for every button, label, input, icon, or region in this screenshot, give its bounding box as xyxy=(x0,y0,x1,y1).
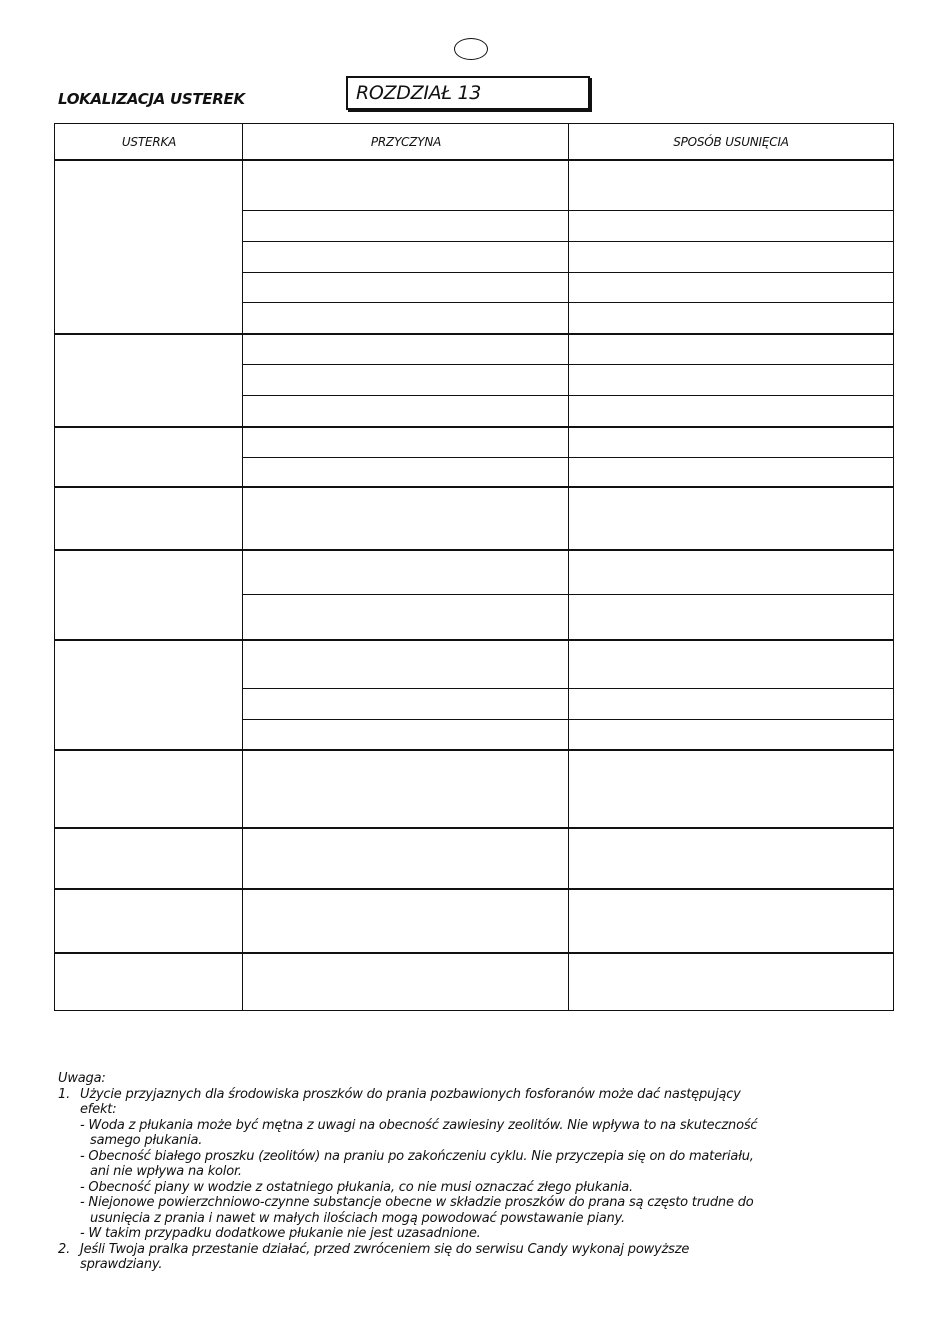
note-bullet-continuation: usunięcia z prania i nawet w małych ilościach mogą powodować powstawanie piany. xyxy=(90,1210,625,1226)
section-title: LOKALIZACJA USTEREK xyxy=(58,90,245,108)
group-divider xyxy=(55,888,893,890)
group-divider xyxy=(55,549,893,551)
row-divider xyxy=(243,395,893,396)
chapter-label: ROZDZIAŁ 13 xyxy=(356,82,482,104)
row-divider xyxy=(243,594,893,595)
row-divider xyxy=(243,272,893,273)
note-number: 1. xyxy=(58,1086,71,1102)
note-bullet-continuation: ani nie wpływa na kolor. xyxy=(90,1164,242,1179)
note-bullet: - Obecność białego proszku (zeolitów) na praniu po zakończeniu cyklu. Nie przyczepia się on do materiału, xyxy=(80,1148,754,1164)
language-badge-oval xyxy=(454,38,488,60)
column-header-cause: PRZYCZYNA xyxy=(370,135,442,149)
note-text: Jeśli Twoja pralka przestanie działać, przed zwróceniem się do serwisu Candy wykonaj powyższe xyxy=(80,1241,690,1257)
group-divider xyxy=(55,426,893,428)
column-header-remedy: SPOSÓB USUNIĘCIA xyxy=(673,135,789,149)
header-divider xyxy=(55,159,893,161)
row-divider xyxy=(243,688,893,689)
troubleshooting-table xyxy=(54,123,894,1011)
group-divider xyxy=(55,749,893,751)
note-text: Użycie przyjaznych dla środowiska proszków do prania pozbawionych fosforanów może dać następujący xyxy=(80,1086,741,1102)
row-divider xyxy=(243,364,893,365)
group-divider xyxy=(55,333,893,335)
row-divider xyxy=(243,719,893,720)
column-header-fault: USTERKA xyxy=(121,135,177,149)
note-bullet: - W takim przypadku dodatkowe płukanie nie jest uzasadnione. xyxy=(80,1226,481,1241)
row-divider xyxy=(243,457,893,458)
note-bullet: - Niejonowe powierzchniowo-czynne substancje obecne w składzie proszków do prana są często trudne do xyxy=(80,1195,754,1210)
column-divider xyxy=(568,124,569,1010)
group-divider xyxy=(55,827,893,829)
group-divider xyxy=(55,639,893,641)
row-divider xyxy=(243,241,893,242)
note-text: efekt: xyxy=(80,1102,117,1117)
note-text: sprawdziany. xyxy=(80,1257,163,1272)
column-divider xyxy=(242,124,243,1010)
note-bullet-continuation: samego płukania. xyxy=(90,1133,203,1148)
group-divider xyxy=(55,486,893,488)
note-bullet: - Obecność piany w wodzie z ostatniego płukania, co nie musi oznaczać złego płukania. xyxy=(80,1179,633,1195)
chapter-label-box xyxy=(346,76,590,110)
note-number: 2. xyxy=(58,1241,71,1257)
group-divider xyxy=(55,952,893,954)
notes-heading: Uwaga: xyxy=(58,1071,106,1086)
row-divider xyxy=(243,302,893,303)
row-divider xyxy=(243,210,893,211)
note-bullet: - Woda z płukania może być mętna z uwagi na obecność zawiesiny zeolitów. Nie wpływa to na skuteczność xyxy=(80,1117,758,1133)
notes-section xyxy=(58,1071,908,1273)
